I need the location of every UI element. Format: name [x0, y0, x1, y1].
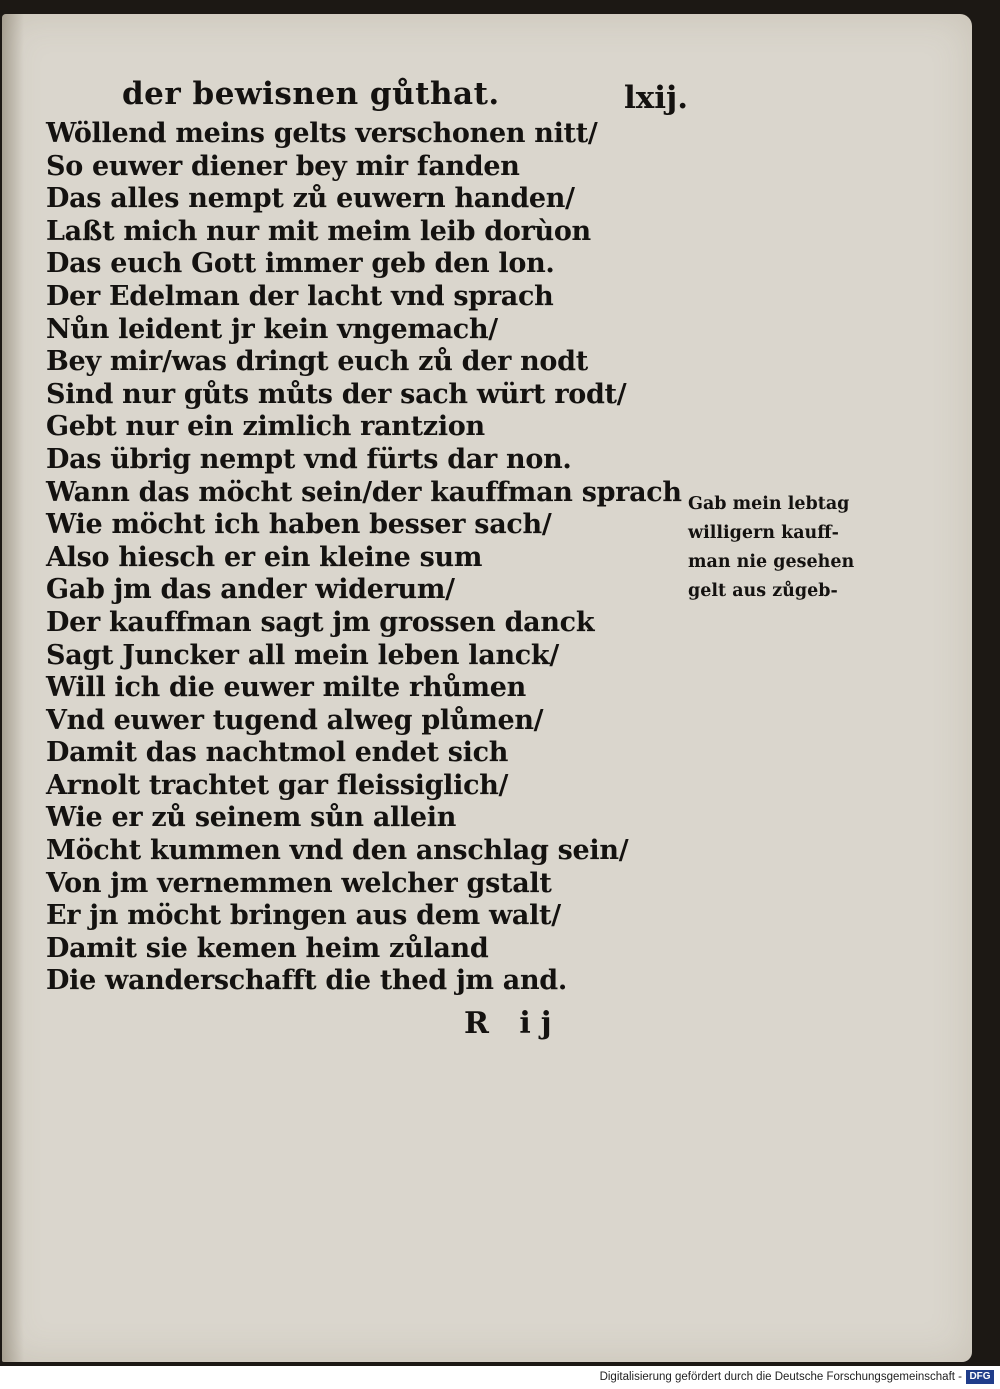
- verse-line: Laßt mich nur mit meim leib dorùon: [46, 215, 591, 247]
- verse-line: Gab jm das ander widerum/: [46, 574, 455, 606]
- book-page: [2, 14, 972, 1362]
- verse-line: Sagt Juncker all mein leben lanck/: [46, 639, 559, 671]
- verse-line: Arnolt trachtet gar fleissiglich/: [46, 769, 509, 801]
- verse-line: Wie möcht ich haben besser sach/: [46, 509, 552, 541]
- verse-line: Der kauffman sagt jm grossen danck: [46, 606, 595, 638]
- verse-line: Wöllend meins gelts verschonen nitt/: [46, 118, 598, 149]
- verse-line: Er jn möcht bringen aus dem walt/: [46, 900, 561, 932]
- verse-line: Will ich die euwer milte rhůmen: [46, 672, 527, 704]
- verse-text: [46, 118, 682, 998]
- verse-line: Bey mir/was dringt euch zů der nodt: [46, 346, 588, 378]
- dfg-logo: DFG: [966, 1370, 994, 1384]
- verse-line: Vnd euwer tugend alweg plůmen/: [46, 704, 544, 736]
- verse-line: Das übrig nempt vnd fürts dar non.: [46, 443, 572, 475]
- verse-line: Das alles nempt zů euwern handen/: [46, 183, 575, 215]
- marginal-note: [688, 490, 888, 606]
- verse-line: Damit das nachtmol endet sich: [46, 737, 509, 769]
- verse-line: Nůn leident jr kein vngemach/: [46, 313, 498, 345]
- verse-line: Gebt nur ein zimlich rantzion: [46, 411, 485, 443]
- verse-line: Die wanderschafft die thed jm and.: [46, 965, 567, 997]
- verse-line: Das euch Gott immer geb den lon.: [46, 248, 555, 280]
- signature-mark: R ij: [464, 1006, 562, 1041]
- verse-line: Also hiesch er ein kleine sum: [46, 541, 483, 573]
- marginal-note-line: willigern kauff-: [688, 523, 839, 543]
- verse-line: Sind nur gůts můts der sach würt rodt/: [46, 378, 627, 410]
- digitization-credit: Digitalisierung gefördert durch die Deutsche Forschungsgemeinschaft -: [599, 1371, 962, 1383]
- verse-line: Möcht kummen vnd den anschlag sein/: [46, 835, 629, 867]
- marginal-note-line: gelt aus zůgeb-: [688, 581, 838, 601]
- marginal-note-line: Gab mein lebtag: [688, 494, 850, 514]
- verse-line: Von jm vernemmen welcher gstalt: [46, 867, 552, 899]
- verse-line: Wie er zů seinem sůn allein: [46, 802, 457, 834]
- running-head: der bewisnen gůthat.: [122, 76, 500, 112]
- verse-line: Der Edelman der lacht vnd sprach: [46, 280, 554, 312]
- verse-line: Damit sie kemen heim zůland: [46, 932, 489, 964]
- folio-number: lxij.: [624, 80, 689, 116]
- marginal-note-line: man nie gesehen: [688, 552, 855, 572]
- verse-line: So euwer diener bey mir fanden: [46, 150, 520, 182]
- verse-line: Wann das möcht sein/der kauffman sprach: [46, 476, 682, 508]
